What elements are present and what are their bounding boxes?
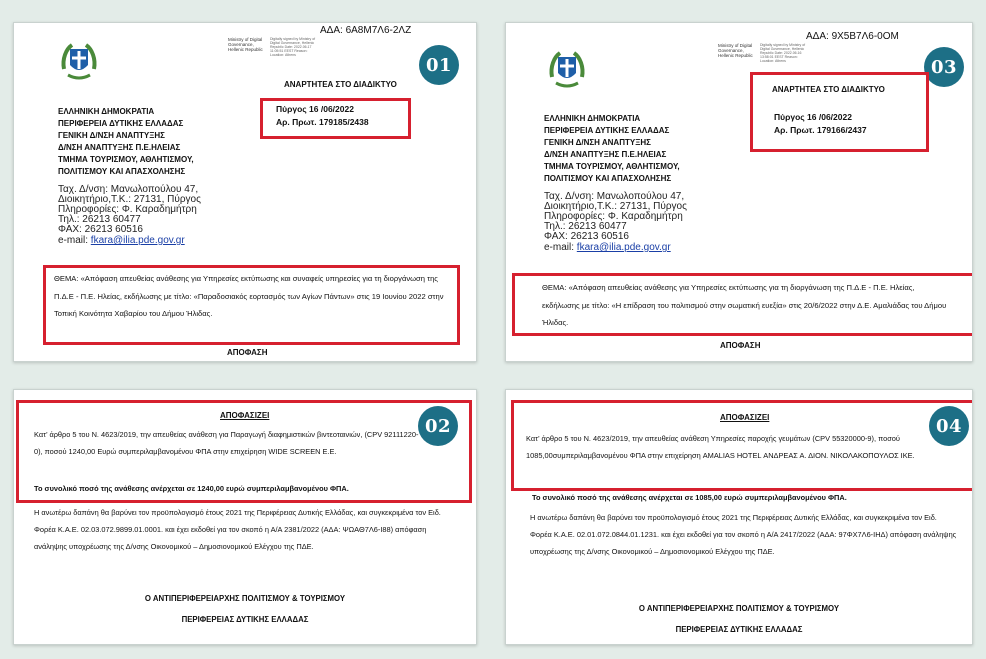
address-line: Ταχ. Δ/νση: Μανωλοπούλου 47, bbox=[58, 184, 199, 195]
sender-line: Δ/ΝΣΗ ΑΝΑΠΤΥΞΗΣ Π.Ε.ΗΛΕΙΑΣ bbox=[58, 143, 181, 152]
address-line: Τηλ.: 26213 60477 bbox=[58, 214, 141, 225]
award-paragraph: Κατ’ άρθρο 5 του Ν. 4623/2019, την απευθείας ανάθεση Υπηρεσίες παροχής γευμάτων (CPV 55320000-9), ποσού 1085,00συμπεριλαμβανομένου ΦΠΑ στην επιχείρηση AMALIAS HOTEL ΑΝΔΡΕΑΣ Α. ΔΙΟΝ. ΝΙΚΟΛΑΚΟΠΟΥΛΟΣ ΙΚΕ. bbox=[526, 434, 915, 460]
signature-issuer: Ministry of Digital Governance, Hellenic Republic bbox=[718, 43, 753, 58]
sender-line: ΠΟΛΙΤΙΣΜΟΥ ΚΑΙ ΑΠΑΣΧΟΛΗΣΗΣ bbox=[58, 167, 186, 176]
address-line: Τηλ.: 26213 60477 bbox=[544, 221, 627, 232]
email-row bbox=[58, 235, 201, 246]
subject-text: ΘΕΜΑ: «Απόφαση απευθείας ανάθεσης για Υπηρεσίες εκτύπωσης και συναφείς υπηρεσίες για τη διοργάνωση της Π.Δ.Ε - Π.Ε. Ηλείας, εκδήλωσης με τίτλο: «Παραδοσιακός εορτασμός των Αγίων Πάντων» στις 19 Ιουνίου 2022 στην Τοπική Κοινότητα Χαβαρίου του Δήμου Ήλιδας. bbox=[54, 274, 444, 318]
date-protocol-block bbox=[276, 103, 369, 129]
document-excerpt-02 bbox=[13, 389, 477, 645]
address-line: ΦΑΧ: 26213 60516 bbox=[544, 231, 629, 242]
email-link[interactable]: fkara@ilia.pde.gov.gr bbox=[90, 235, 185, 246]
signatory-title: Ο ΑΝΤΙΠΕΡΙΦΕΡΕΙΑΡΧΗΣ ΠΟΛΙΤΙΣΜΟΥ & ΤΟΥΡΙΣΜΟΥ bbox=[638, 604, 840, 613]
decides-heading: ΑΠΟΦΑΣΙΖΕΙ bbox=[220, 411, 270, 420]
protocol-line: Αρ. Πρωτ. 179185/2438 bbox=[276, 117, 369, 127]
sender-block bbox=[544, 113, 680, 185]
address-line: Πληροφορίες: Φ. Καραδημήτρη bbox=[544, 211, 683, 222]
decision-heading: ΑΠΟΦΑΣΗ bbox=[227, 348, 268, 357]
email-label: e-mail: bbox=[58, 235, 89, 246]
greek-emblem-icon bbox=[546, 47, 588, 93]
badge-04: 04 bbox=[929, 406, 969, 446]
sender-line: ΠΕΡΙΦΕΡΕΙΑ ΔΥΤΙΚΗΣ ΕΛΛΑΔΑΣ bbox=[58, 119, 184, 128]
protocol-line: Αρ. Πρωτ. 179166/2437 bbox=[774, 125, 867, 135]
greek-emblem-icon bbox=[58, 39, 100, 85]
budget-paragraph: Η ανωτέρω δαπάνη θα βαρύνει τον προϋπολογισμό έτους 2021 της Περιφέρειας Δυτικής Ελλάδας, και συγκεκριμένα τον Ειδ. Φορέα Κ.Α.Ε. 02.03.072.9899.01.0001. και έχει εκδοθεί για τον σκοπό η Α/Α 2381/2022 (ΑΔΑ: ΨΩΑΘ7Λ6-Ι88) απόφαση ανάληψης υποχρέωσης της Δ/νσης Οικονομικού – Δημοσιονομικού Ελέγχου της ΠΔΕ. bbox=[34, 508, 441, 551]
address-line: Διοικητήριο,Τ.Κ.: 27131, Πύργος bbox=[544, 201, 687, 212]
date-protocol-block bbox=[774, 111, 867, 137]
signatory-region: ΠΕΡΙΦΕΡΕΙΑΣ ΔΥΤΙΚΗΣ ΕΛΛΑΔΑΣ bbox=[675, 625, 803, 634]
badge-02: 02 bbox=[418, 406, 458, 446]
posting-notice: ΑΝΑΡΤΗΤΕΑ ΣΤΟ ΔΙΑΔΙΚΤΥΟ bbox=[284, 80, 397, 89]
decision-heading: ΑΠΟΦΑΣΗ bbox=[720, 341, 761, 350]
signature-issuer: Ministry of Digital Governance, Hellenic Republic bbox=[228, 37, 263, 52]
address-line: Ταχ. Δ/νση: Μανωλοπούλου 47, bbox=[544, 191, 685, 202]
sender-line: ΓΕΝΙΚΗ Δ/ΝΣΗ ΑΝΑΠΤΥΞΗΣ bbox=[58, 131, 165, 140]
sender-line: Δ/ΝΣΗ ΑΝΑΠΤΥΞΗΣ Π.Ε.ΗΛΕΙΑΣ bbox=[544, 150, 667, 159]
subject-text: ΘΕΜΑ: «Απόφαση απευθείας ανάθεσης για Υπηρεσίες εκτύπωσης για τη διοργάνωση της Π.Δ.Ε - Π.Ε. Ηλείας, εκδήλωσης με τίτλο: «Η επίδραση του πολιτισμού στην σωματική ευεξία» στις 20/6/2022 στην Δ.Ε. Αμαλιάδας του Δήμου Ήλιδας. bbox=[542, 283, 947, 327]
signatory-region: ΠΕΡΙΦΕΡΕΙΑΣ ΔΥΤΙΚΗΣ ΕΛΛΑΔΑΣ bbox=[181, 615, 309, 624]
ada-code: ΑΔΑ: 6Α8Μ7Λ6-2ΛΖ bbox=[320, 25, 412, 36]
address-line: Πληροφορίες: Φ. Καραδημήτρη bbox=[58, 204, 197, 215]
award-paragraph: Κατ’ άρθρο 5 του Ν. 4623/2019, την απευθείας ανάθεση για Παραγωγή διαφημιστικών βιντεοταινιών, (CPV 92111220-0), ποσού 1240,00 Ευρώ συμπεριλαμβανομένου ΦΠΑ στην επιχείρηση WIDE SCREEN Ε.Ε. bbox=[34, 430, 419, 456]
address-block bbox=[58, 185, 201, 246]
address-line: Διοικητήριο,Τ.Κ.: 27131, Πύργος bbox=[58, 194, 201, 205]
date-line: Πύργος 16 /06/2022 bbox=[276, 104, 354, 114]
date-line: Πύργος 16 /06/2022 bbox=[774, 112, 852, 122]
signature-details: Digitally signed by Ministry of Digital Governance, Hellenic Republic Date: 2022.06.17 11:05:51 EEST Reason: Location: Athens bbox=[270, 37, 316, 57]
document-excerpt-04 bbox=[505, 389, 973, 645]
sender-line: ΤΜΗΜΑ ΤΟΥΡΙΣΜΟΥ, ΑΘΛΗΤΙΣΜΟΥ, bbox=[544, 162, 680, 171]
address-line: ΦΑΧ: 26213 60516 bbox=[58, 224, 143, 235]
badge-03: 03 bbox=[924, 47, 964, 87]
address-block bbox=[544, 192, 687, 253]
email-link[interactable]: fkara@ilia.pde.gov.gr bbox=[576, 242, 671, 253]
sender-line: ΕΛΛΗΝΙΚΗ ΔΗΜΟΚΡΑΤΙΑ bbox=[58, 107, 155, 116]
sender-line: ΕΛΛΗΝΙΚΗ ΔΗΜΟΚΡΑΤΙΑ bbox=[544, 114, 641, 123]
budget-paragraph: Η ανωτέρω δαπάνη θα βαρύνει τον προϋπολογισμό έτους 2021 της Περιφέρειας Δυτικής Ελλάδας, και συγκεκριμένα τον Ειδ. Φορέα Κ.Α.Ε. 02.01.072.0844.01.1231. και έχει εκδοθεί για τον σκοπό η Α/Α 2417/2022 (ΑΔΑ: 97ΦΧ7Λ6-ΙΗΔ) απόφαση ανάληψης υποχρέωσης της Δ/νσης Οικονομικού – Δημοσιονομικού Ελέγχου της ΠΔΕ. bbox=[530, 513, 957, 556]
signature-details: Digitally signed by Ministry of Digital Governance, Hellenic Republic Date: 2022.06.16 13:58:01 EEST Reason: Location: Athens bbox=[760, 43, 806, 63]
sender-block bbox=[58, 106, 194, 178]
email-label: e-mail: bbox=[544, 242, 575, 253]
sender-line: ΤΜΗΜΑ ΤΟΥΡΙΣΜΟΥ, ΑΘΛΗΤΙΣΜΟΥ, bbox=[58, 155, 194, 164]
signatory-title: Ο ΑΝΤΙΠΕΡΙΦΕΡΕΙΑΡΧΗΣ ΠΟΛΙΤΙΣΜΟΥ & ΤΟΥΡΙΣΜΟΥ bbox=[144, 594, 346, 603]
ada-code: ΑΔΑ: 9Χ5Β7Λ6-0ΟΜ bbox=[806, 31, 899, 42]
total-amount: Το συνολικό ποσό της ανάθεσης ανέρχεται σε 1085,00 ευρώ συμπεριλαμβανομένου ΦΠΑ. bbox=[532, 493, 847, 502]
sender-line: ΠΕΡΙΦΕΡΕΙΑ ΔΥΤΙΚΗΣ ΕΛΛΑΔΑΣ bbox=[544, 126, 670, 135]
document-excerpt-01 bbox=[13, 22, 477, 362]
sender-line: ΠΟΛΙΤΙΣΜΟΥ ΚΑΙ ΑΠΑΣΧΟΛΗΣΗΣ bbox=[544, 174, 672, 183]
document-excerpt-03 bbox=[505, 22, 973, 362]
sender-line: ΓΕΝΙΚΗ Δ/ΝΣΗ ΑΝΑΠΤΥΞΗΣ bbox=[544, 138, 651, 147]
email-row bbox=[544, 242, 687, 253]
posting-notice: ΑΝΑΡΤΗΤΕΑ ΣΤΟ ΔΙΑΔΙΚΤΥΟ bbox=[772, 85, 885, 94]
decides-heading: ΑΠΟΦΑΣΙΖΕΙ bbox=[720, 413, 770, 422]
total-amount: Το συνολικό ποσό της ανάθεσης ανέρχεται σε 1240,00 ευρώ συμπεριλαμβανομένου ΦΠΑ. bbox=[34, 484, 349, 493]
badge-01: 01 bbox=[419, 45, 459, 85]
